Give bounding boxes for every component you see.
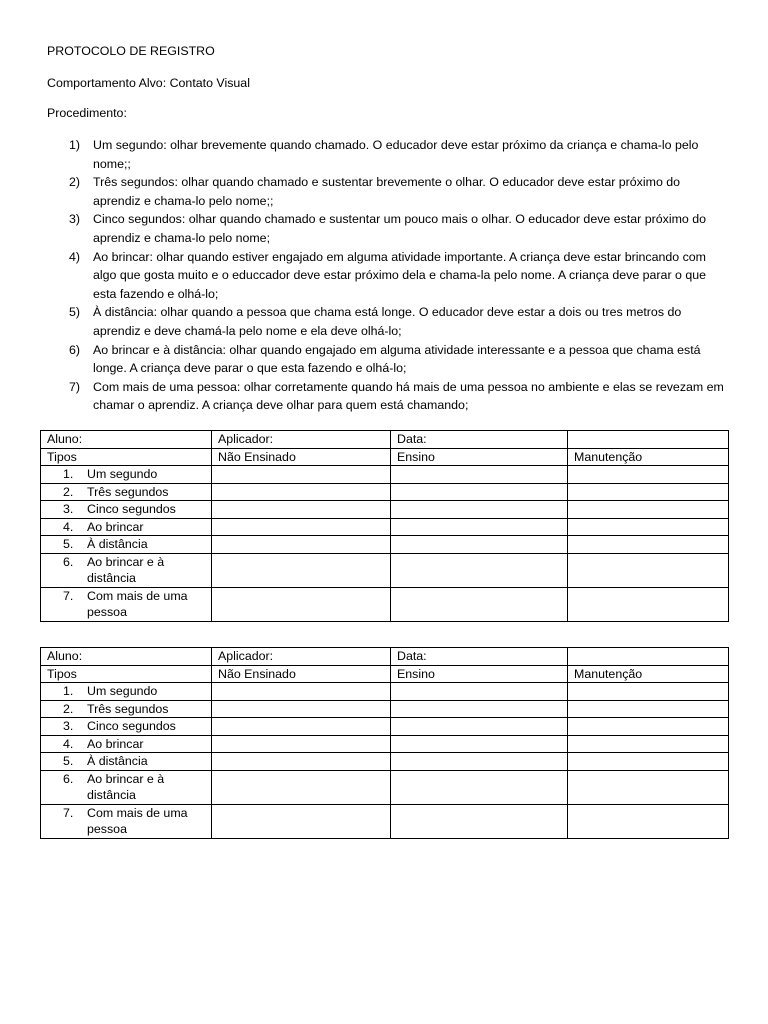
nao-ensinado-cell[interactable]: [212, 466, 391, 484]
tipo-label: Cinco segundos: [87, 719, 176, 733]
tipo-label: Ao brincar e à distância: [87, 554, 165, 585]
manutencao-cell[interactable]: [568, 683, 729, 701]
tipo-number: 3.: [63, 502, 74, 516]
tipo-cell: [41, 587, 212, 621]
table-row: [41, 466, 729, 484]
ensino-cell[interactable]: [391, 700, 568, 718]
table-row: [41, 587, 729, 621]
step-text: Três segundos: olhar quando chamado e sustentar brevemente o olhar. O educador deve estar próximo do aprendiz e chama-lo pelo nome;;: [93, 175, 681, 208]
nao-ensinado-cell[interactable]: [212, 553, 391, 587]
manutencao-cell[interactable]: [568, 536, 729, 554]
tipo-label: Ao brincar: [87, 519, 144, 534]
target-behavior: Comportamento Alvo: Contato Visual: [47, 76, 250, 90]
ensino-cell[interactable]: [391, 735, 568, 753]
tipo-cell: [41, 735, 212, 753]
step-number: 2): [69, 175, 81, 190]
blank-cell[interactable]: [568, 431, 729, 449]
tipo-number: 3.: [63, 719, 74, 733]
step-text: Com mais de uma pessoa: olhar corretamente quando há mais de uma pessoa no ambiente e elas se revezam em chamar o aprendiz. A criança deve olhar para quem está chamando;: [93, 379, 724, 413]
tipo-cell: [41, 804, 212, 838]
aplicador-label[interactable]: Aplicador:: [212, 648, 391, 666]
tipo-number: 5.: [63, 754, 74, 768]
table-header-row: [41, 648, 729, 666]
tipo-cell: [41, 553, 212, 587]
tipo-label: À distância: [87, 537, 148, 551]
tipo-number: 6.: [63, 554, 74, 569]
tipo-label: Um segundo: [87, 684, 158, 698]
ensino-cell[interactable]: [391, 587, 568, 621]
table-row: [41, 553, 729, 587]
tipo-cell: [41, 753, 212, 771]
table-column-headers: [41, 665, 729, 683]
manutencao-cell[interactable]: [568, 770, 729, 804]
nao-ensinado-cell[interactable]: [212, 587, 391, 621]
tipo-cell: [41, 501, 212, 519]
table-row: [41, 536, 729, 554]
blank-cell[interactable]: [568, 648, 729, 666]
step-text: Ao brincar e à distância: olhar quando engajado em alguma atividade interessante e a pessoa que chama está longe. A criança deve parar o que esta fazendo e olhá-lo;: [93, 342, 701, 376]
nao-ensinado-cell[interactable]: [212, 700, 391, 718]
procedure-step: [47, 210, 727, 247]
ensino-cell[interactable]: [391, 518, 568, 536]
manutencao-cell[interactable]: [568, 804, 729, 838]
table-row: [41, 718, 729, 736]
table-row: [41, 483, 729, 501]
manutencao-cell[interactable]: [568, 501, 729, 519]
tipo-label: Ao brincar: [87, 736, 144, 751]
ensino-cell[interactable]: [391, 483, 568, 501]
tipo-number: 7.: [63, 805, 74, 820]
step-number: 5): [69, 305, 81, 320]
tipo-number: 4.: [63, 519, 74, 534]
tipo-number: 5.: [63, 537, 74, 551]
nao-ensinado-cell[interactable]: [212, 501, 391, 519]
step-text: Um segundo: olhar brevemente quando chamado. O educador deve estar próximo da criança e chama-lo pelo nome;;: [93, 138, 699, 171]
nao-ensinado-cell[interactable]: [212, 804, 391, 838]
manutencao-cell[interactable]: [568, 587, 729, 621]
tipo-number: 1.: [63, 684, 74, 698]
procedure-step: [47, 341, 727, 378]
procedure-heading: Procedimento:: [47, 106, 127, 120]
table-column-headers: [41, 448, 729, 466]
ensino-cell[interactable]: [391, 804, 568, 838]
nao-ensinado-header: Não Ensinado: [212, 665, 391, 683]
tipo-number: 6.: [63, 771, 74, 786]
nao-ensinado-cell[interactable]: [212, 735, 391, 753]
ensino-header: Ensino: [391, 665, 568, 683]
procedure-steps: [47, 136, 727, 415]
tipo-cell: [41, 770, 212, 804]
tipos-header: Tipos: [41, 448, 212, 466]
nao-ensinado-cell[interactable]: [212, 683, 391, 701]
tipo-number: 2.: [63, 484, 74, 499]
tipo-cell: [41, 536, 212, 554]
step-number: 4): [69, 249, 81, 264]
tipo-label: Com mais de uma pessoa: [87, 805, 188, 836]
manutencao-header: Manutenção: [568, 665, 729, 683]
procedure-step: [47, 303, 727, 340]
tipo-cell: [41, 700, 212, 718]
manutencao-cell[interactable]: [568, 553, 729, 587]
tipo-label: Com mais de uma pessoa: [87, 588, 188, 619]
table-row: [41, 683, 729, 701]
data-label[interactable]: Data:: [391, 648, 568, 666]
ensino-cell[interactable]: [391, 770, 568, 804]
manutencao-cell[interactable]: [568, 718, 729, 736]
aplicador-label[interactable]: Aplicador:: [212, 431, 391, 449]
step-number: 1): [69, 138, 81, 152]
table-row: [41, 770, 729, 804]
manutencao-cell[interactable]: [568, 518, 729, 536]
tipo-cell: [41, 483, 212, 501]
tipo-label: Ao brincar e à distância: [87, 771, 165, 802]
aluno-label[interactable]: Aluno:: [41, 431, 212, 449]
tipo-cell: [41, 683, 212, 701]
procedure-step: [47, 248, 727, 304]
tipo-number: 2.: [63, 701, 74, 716]
manutencao-cell[interactable]: [568, 700, 729, 718]
record-table-2: [40, 647, 729, 839]
tipo-label: Três segundos: [87, 701, 169, 716]
step-text: À distância: olhar quando a pessoa que chama está longe. O educador deve estar a dois ou tres metros do aprendiz e deve chamá-la pelo nome e ela deve olhá-lo;: [93, 305, 682, 338]
procedure-step: [47, 173, 727, 210]
data-label[interactable]: Data:: [391, 431, 568, 449]
table-row: [41, 753, 729, 771]
tipo-label: Um segundo: [87, 467, 158, 481]
table-header-row: [41, 431, 729, 449]
tipo-cell: [41, 466, 212, 484]
nao-ensinado-header: Não Ensinado: [212, 448, 391, 466]
tipo-number: 7.: [63, 588, 74, 603]
manutencao-header: Manutenção: [568, 448, 729, 466]
ensino-cell[interactable]: [391, 753, 568, 771]
step-number: 7): [69, 379, 81, 394]
document-title: PROTOCOLO DE REGISTRO: [47, 44, 215, 58]
tipos-header: Tipos: [41, 665, 212, 683]
ensino-cell[interactable]: [391, 683, 568, 701]
ensino-header: Ensino: [391, 448, 568, 466]
nao-ensinado-cell[interactable]: [212, 483, 391, 501]
tipo-label: À distância: [87, 754, 148, 768]
step-number: 3): [69, 212, 81, 227]
nao-ensinado-cell[interactable]: [212, 753, 391, 771]
table-row: [41, 518, 729, 536]
nao-ensinado-cell[interactable]: [212, 518, 391, 536]
tipo-label: Cinco segundos: [87, 502, 176, 516]
table-row: [41, 735, 729, 753]
tipo-cell: [41, 518, 212, 536]
ensino-cell[interactable]: [391, 466, 568, 484]
nao-ensinado-cell[interactable]: [212, 770, 391, 804]
tipo-label: Três segundos: [87, 484, 169, 499]
step-number: 6): [69, 342, 81, 357]
tipo-cell: [41, 718, 212, 736]
nao-ensinado-cell[interactable]: [212, 536, 391, 554]
manutencao-cell[interactable]: [568, 466, 729, 484]
ensino-cell[interactable]: [391, 501, 568, 519]
table-row: [41, 804, 729, 838]
aluno-label[interactable]: Aluno:: [41, 648, 212, 666]
step-text: Cinco segundos: olhar quando chamado e sustentar um pouco mais o olhar. O educador deve estar próximo do aprendiz e chama-lo pelo nome;: [93, 212, 707, 245]
procedure-step: [47, 136, 727, 173]
manutencao-cell[interactable]: [568, 735, 729, 753]
table-row: [41, 501, 729, 519]
nao-ensinado-cell[interactable]: [212, 718, 391, 736]
ensino-cell[interactable]: [391, 718, 568, 736]
manutencao-cell[interactable]: [568, 753, 729, 771]
tipo-number: 1.: [63, 467, 74, 481]
manutencao-cell[interactable]: [568, 483, 729, 501]
tipo-number: 4.: [63, 736, 74, 751]
table-row: [41, 700, 729, 718]
record-table-1: [40, 430, 729, 622]
ensino-cell[interactable]: [391, 553, 568, 587]
ensino-cell[interactable]: [391, 536, 568, 554]
procedure-step: [47, 378, 727, 415]
step-text: Ao brincar: olhar quando estiver engajado em alguma atividade importante. A criança deve estar brincando com algo que gosta muito e o educcador deve estar próximo dela e chama-la pelo nome. A criança deve parar o que esta fazendo e olhá-lo;: [93, 249, 707, 301]
